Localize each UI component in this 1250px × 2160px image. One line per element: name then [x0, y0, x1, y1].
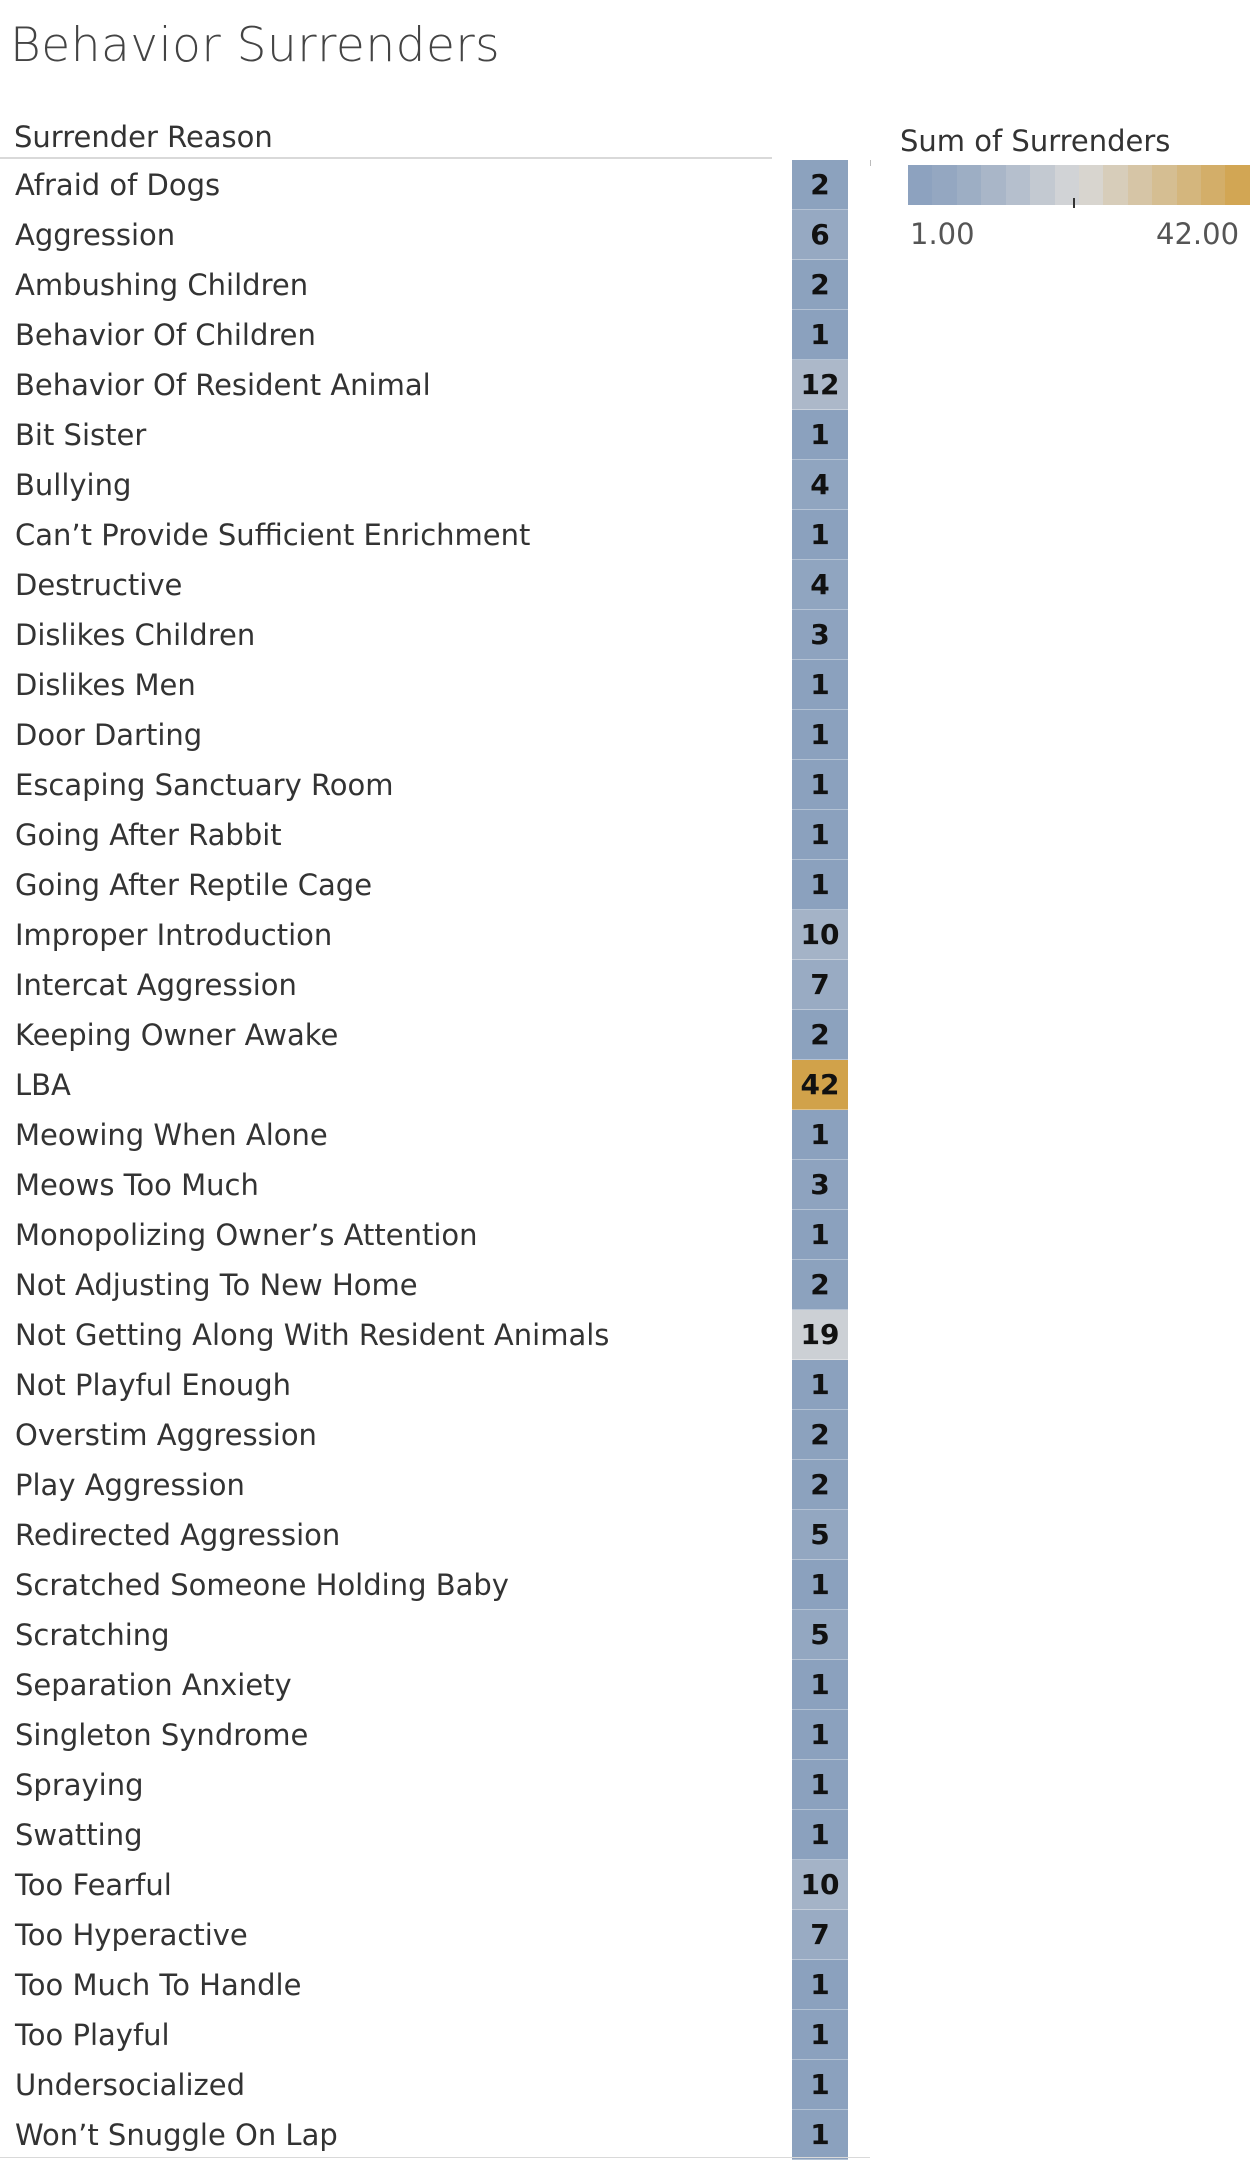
bottom-divider — [0, 2157, 870, 2158]
table-row[interactable] — [0, 710, 880, 760]
table-row[interactable] — [0, 760, 880, 810]
heatmap-cell[interactable]: 4 — [792, 560, 848, 610]
table-row[interactable] — [0, 2110, 880, 2160]
row-label: Bit Sister — [15, 418, 147, 452]
heatmap-cell[interactable]: 1 — [792, 2060, 848, 2110]
table-row[interactable] — [0, 1210, 880, 1260]
row-label: Too Much To Handle — [15, 1968, 302, 2002]
table-row[interactable] — [0, 810, 880, 860]
row-label: Improper Introduction — [15, 918, 333, 952]
heatmap-cell[interactable]: 1 — [792, 1110, 848, 1160]
row-label: Not Getting Along With Resident Animals — [15, 1318, 610, 1352]
row-label: Meowing When Alone — [15, 1118, 328, 1152]
heatmap-cell[interactable]: 7 — [792, 960, 848, 1010]
header-divider — [0, 157, 772, 159]
table-row[interactable] — [0, 660, 880, 710]
column-header-surrender-reason[interactable]: Surrender Reason — [14, 120, 273, 154]
row-label: Escaping Sanctuary Room — [15, 768, 394, 802]
row-label: Going After Reptile Cage — [15, 868, 373, 902]
table-row[interactable] — [0, 360, 880, 410]
heatmap-cell[interactable]: 1 — [792, 510, 848, 560]
legend-color-step — [1152, 165, 1176, 205]
table-row[interactable] — [0, 510, 880, 560]
table-row[interactable] — [0, 310, 880, 360]
row-label: Won’t Snuggle On Lap — [15, 2118, 338, 2152]
table-row[interactable] — [0, 1960, 880, 2010]
table-row[interactable] — [0, 410, 880, 460]
table-row[interactable] — [0, 1260, 880, 1310]
table-row[interactable] — [0, 1710, 880, 1760]
row-label: Aggression — [15, 218, 176, 252]
heatmap-cell[interactable]: 12 — [792, 360, 848, 410]
legend-title: Sum of Surrenders — [900, 124, 1171, 158]
row-label: Undersocialized — [15, 2068, 245, 2102]
heatmap-cell[interactable]: 3 — [792, 610, 848, 660]
heatmap-cell[interactable]: 2 — [792, 260, 848, 310]
table-row[interactable] — [0, 1560, 880, 1610]
heatmap-cell[interactable]: 5 — [792, 1610, 848, 1660]
legend-color-step — [1225, 165, 1249, 205]
chart-title: Behavior Surrenders — [10, 18, 501, 73]
table-row[interactable] — [0, 1810, 880, 1860]
heatmap-cell[interactable]: 10 — [792, 910, 848, 960]
table-row[interactable] — [0, 1610, 880, 1660]
table-row[interactable] — [0, 210, 880, 260]
row-label: Too Hyperactive — [15, 1918, 248, 1952]
heatmap-cell[interactable]: 1 — [792, 1210, 848, 1260]
row-label: Scratched Someone Holding Baby — [15, 1568, 509, 1602]
heatmap-cell[interactable]: 19 — [792, 1310, 848, 1360]
table-row[interactable] — [0, 560, 880, 610]
row-label: Meows Too Much — [15, 1168, 259, 1202]
color-legend-bar[interactable] — [908, 165, 1250, 205]
heatmap-cell[interactable]: 2 — [792, 1010, 848, 1060]
legend-color-step — [908, 165, 932, 205]
row-label: Redirected Aggression — [15, 1518, 341, 1552]
row-label: Separation Anxiety — [15, 1668, 292, 1702]
row-label: Too Playful — [15, 2018, 170, 2052]
table-row[interactable] — [0, 1410, 880, 1460]
row-label: Behavior Of Children — [15, 318, 316, 352]
heatmap-cell[interactable]: 1 — [792, 810, 848, 860]
row-label: Can’t Provide Sufficient Enrichment — [15, 518, 531, 552]
row-label: Intercat Aggression — [15, 968, 297, 1002]
heatmap-cell[interactable]: 5 — [792, 1510, 848, 1560]
row-label: Singleton Syndrome — [15, 1718, 309, 1752]
heatmap-cell[interactable]: 7 — [792, 1910, 848, 1960]
row-label: Not Playful Enough — [15, 1368, 291, 1402]
heatmap-cell[interactable]: 6 — [792, 210, 848, 260]
row-label: Monopolizing Owner’s Attention — [15, 1218, 478, 1252]
row-label: Afraid of Dogs — [15, 168, 221, 202]
row-label: Ambushing Children — [15, 268, 309, 302]
heatmap-cell[interactable]: 1 — [792, 760, 848, 810]
heatmap-cell[interactable]: 2 — [792, 1410, 848, 1460]
legend-color-step — [1055, 165, 1079, 205]
table-row[interactable] — [0, 610, 880, 660]
heatmap-cell[interactable]: 1 — [792, 1810, 848, 1860]
row-label: Not Adjusting To New Home — [15, 1268, 418, 1302]
heatmap-cell[interactable]: 1 — [792, 1760, 848, 1810]
heatmap-cell[interactable]: 1 — [792, 1560, 848, 1610]
table-row[interactable] — [0, 260, 880, 310]
row-label: Swatting — [15, 1818, 143, 1852]
legend-color-step — [981, 165, 1005, 205]
row-label: Dislikes Children — [15, 618, 256, 652]
row-label: Spraying — [15, 1768, 144, 1802]
legend-max-label: 42.00 — [1156, 217, 1240, 251]
table-row[interactable] — [0, 1310, 880, 1360]
heatmap-cell[interactable]: 2 — [792, 1460, 848, 1510]
legend-color-step — [1103, 165, 1127, 205]
row-label: Dislikes Men — [15, 668, 196, 702]
table-row[interactable] — [0, 2010, 880, 2060]
row-label: LBA — [15, 1068, 71, 1102]
heatmap-cell[interactable]: 1 — [792, 1960, 848, 2010]
row-label: Keeping Owner Awake — [15, 1018, 339, 1052]
legend-center-mark — [1073, 198, 1075, 208]
table-row[interactable] — [0, 1660, 880, 1710]
legend-color-step — [1030, 165, 1054, 205]
table-row[interactable] — [0, 1910, 880, 1960]
heatmap-cell[interactable]: 2 — [792, 1260, 848, 1310]
legend-color-step — [1128, 165, 1152, 205]
row-label: Play Aggression — [15, 1468, 245, 1502]
row-label: Bullying — [15, 468, 132, 502]
heatmap-cell[interactable]: 1 — [792, 310, 848, 360]
legend-color-step — [932, 165, 956, 205]
heatmap-cell[interactable]: 42 — [792, 1060, 848, 1110]
row-label: Behavior Of Resident Animal — [15, 368, 431, 402]
heatmap-cell[interactable]: 1 — [792, 860, 848, 910]
table-row[interactable] — [0, 1460, 880, 1510]
table-row[interactable] — [0, 960, 880, 1010]
table-row[interactable] — [0, 1010, 880, 1060]
heatmap-cell[interactable]: 1 — [792, 710, 848, 760]
table-row[interactable] — [0, 2060, 880, 2110]
legend-color-step — [1201, 165, 1225, 205]
row-label: Scratching — [15, 1618, 170, 1652]
table-row[interactable] — [0, 1510, 880, 1560]
heatmap-cell[interactable]: 1 — [792, 2110, 848, 2160]
table-row[interactable] — [0, 1110, 880, 1160]
table-row[interactable] — [0, 910, 880, 960]
heatmap-cell[interactable]: 10 — [792, 1860, 848, 1910]
legend-color-step — [957, 165, 981, 205]
table-row[interactable] — [0, 1760, 880, 1810]
legend-min-label: 1.00 — [910, 217, 975, 251]
heatmap-cell[interactable]: 1 — [792, 660, 848, 710]
heatmap-cell[interactable]: 1 — [792, 1660, 848, 1710]
legend-color-step — [1177, 165, 1201, 205]
row-label: Door Darting — [15, 718, 203, 752]
row-label: Too Fearful — [15, 1868, 172, 1902]
row-label: Overstim Aggression — [15, 1418, 317, 1452]
heatmap-cell[interactable]: 4 — [792, 460, 848, 510]
heatmap-cell[interactable]: 3 — [792, 1160, 848, 1210]
legend-color-step — [1079, 165, 1103, 205]
table-row[interactable] — [0, 1860, 880, 1910]
table-row[interactable] — [0, 1360, 880, 1410]
heatmap-cell[interactable]: 2 — [792, 160, 848, 210]
row-label: Destructive — [15, 568, 183, 602]
table-row[interactable] — [0, 160, 880, 210]
heatmap-cell[interactable]: 1 — [792, 410, 848, 460]
table-row[interactable] — [0, 460, 880, 510]
heatmap-cell[interactable]: 1 — [792, 1360, 848, 1410]
table-row[interactable] — [0, 860, 880, 910]
table-row[interactable] — [0, 1160, 880, 1210]
heatmap-cell[interactable]: 1 — [792, 2010, 848, 2060]
row-label: Going After Rabbit — [15, 818, 282, 852]
heatmap-cell[interactable]: 1 — [792, 1710, 848, 1760]
legend-color-step — [1006, 165, 1030, 205]
table-row[interactable] — [0, 1060, 880, 1110]
